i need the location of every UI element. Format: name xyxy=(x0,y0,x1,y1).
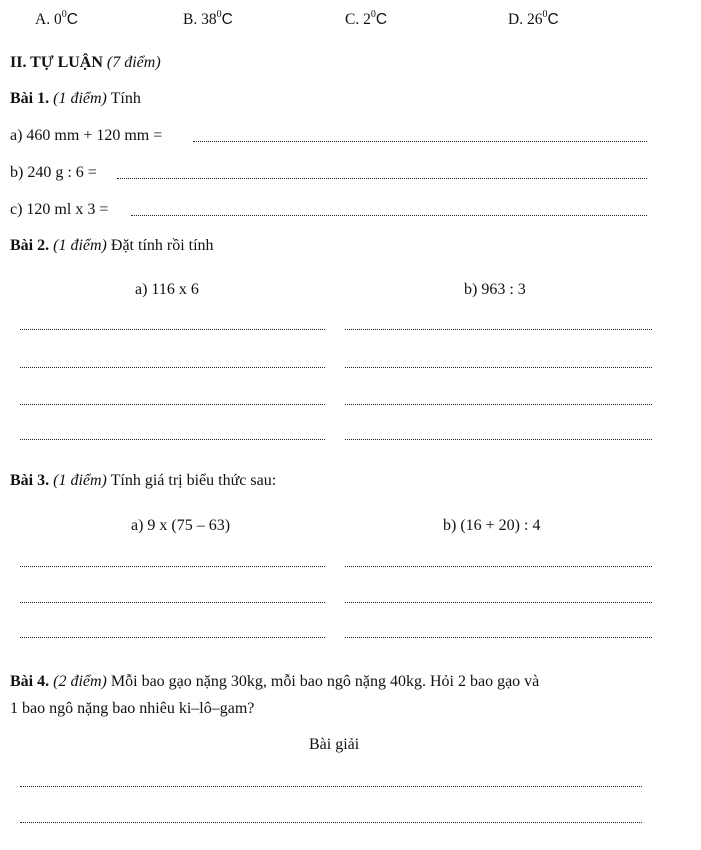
section-title: II. TỰ LUẬN xyxy=(10,54,103,71)
work-line-left xyxy=(20,637,325,638)
bai1-points: (1 điểm) xyxy=(53,90,107,107)
bai3-instruction: Tính giá trị biểu thức sau: xyxy=(110,472,277,489)
bai1-label: Bài 1. xyxy=(10,90,50,107)
bai1-item-c: c) 120 ml x 3 = xyxy=(10,201,109,218)
work-line-right xyxy=(345,329,652,330)
option-letter: D. xyxy=(508,11,524,29)
degree-sup: 0 xyxy=(370,9,376,20)
work-line-left xyxy=(20,602,325,603)
section-points: (7 điểm) xyxy=(106,54,161,71)
bai3-part-a: a) 9 x (75 – 63) xyxy=(131,517,231,534)
work-line-right xyxy=(345,566,652,567)
work-line-left xyxy=(20,404,325,405)
work-line-left xyxy=(20,367,325,368)
work-line-left xyxy=(20,439,325,440)
option-a xyxy=(35,6,78,30)
work-line-right xyxy=(345,637,652,638)
degree-sup: 0 xyxy=(61,9,67,20)
answer-line xyxy=(117,178,647,179)
bai4-question-part1: Mỗi bao gạo nặng 30kg, mỗi bao ngô nặng 40kg. Hỏi 2 bao gạo và xyxy=(110,673,540,690)
bai4-line1 xyxy=(10,672,539,692)
section-heading xyxy=(10,53,161,73)
bai4-points: (2 điểm) xyxy=(53,673,107,690)
solution-line xyxy=(20,822,642,823)
bai3-part-b: b) (16 + 20) : 4 xyxy=(443,517,541,534)
solution-heading: Bài giải xyxy=(309,736,360,753)
bai2-heading xyxy=(10,236,214,256)
bai2-instruction: Đặt tính rồi tính xyxy=(110,237,214,254)
work-line-right xyxy=(345,439,652,440)
option-letter: A. xyxy=(35,11,51,29)
bai1-instruction: Tính xyxy=(110,90,141,107)
work-line-left xyxy=(20,566,325,567)
bai1-item-b: b) 240 g : 6 = xyxy=(10,164,97,181)
option-letter: C. xyxy=(345,11,360,29)
work-line-right xyxy=(345,602,652,603)
bai3-points: (1 điểm) xyxy=(53,472,107,489)
unit: C xyxy=(375,11,388,29)
unit: C xyxy=(547,11,559,29)
option-value: 38 xyxy=(201,11,217,29)
solution-line xyxy=(20,786,642,787)
unit: C xyxy=(66,11,78,29)
option-c xyxy=(345,6,387,30)
bai4-label: Bài 4. xyxy=(10,673,50,690)
degree-sup: 0 xyxy=(216,9,222,20)
degree-sup: 0 xyxy=(542,9,548,20)
work-line-right xyxy=(345,367,652,368)
bai2-part-b: b) 963 : 3 xyxy=(464,281,526,298)
option-letter: B. xyxy=(183,11,198,29)
bai3-heading xyxy=(10,471,276,491)
bai2-label: Bài 2. xyxy=(10,237,50,254)
unit: C xyxy=(221,11,233,29)
answer-line xyxy=(193,141,647,142)
option-value: 2 xyxy=(363,11,371,29)
work-line-left xyxy=(20,329,325,330)
answer-line xyxy=(131,215,647,216)
option-d xyxy=(508,6,559,30)
bai2-part-a: a) 116 x 6 xyxy=(135,281,199,298)
option-value: 26 xyxy=(526,11,543,29)
bai4-line2: 1 bao ngô nặng bao nhiêu ki–lô–gam? xyxy=(10,700,255,717)
bai2-points: (1 điểm) xyxy=(53,237,107,254)
option-b xyxy=(183,6,233,30)
work-line-right xyxy=(345,404,652,405)
bai3-label: Bài 3. xyxy=(10,472,50,489)
option-value: 0 xyxy=(53,11,62,29)
bai1-item-a: a) 460 mm + 120 mm = xyxy=(10,127,163,144)
bai1-heading xyxy=(10,89,141,109)
